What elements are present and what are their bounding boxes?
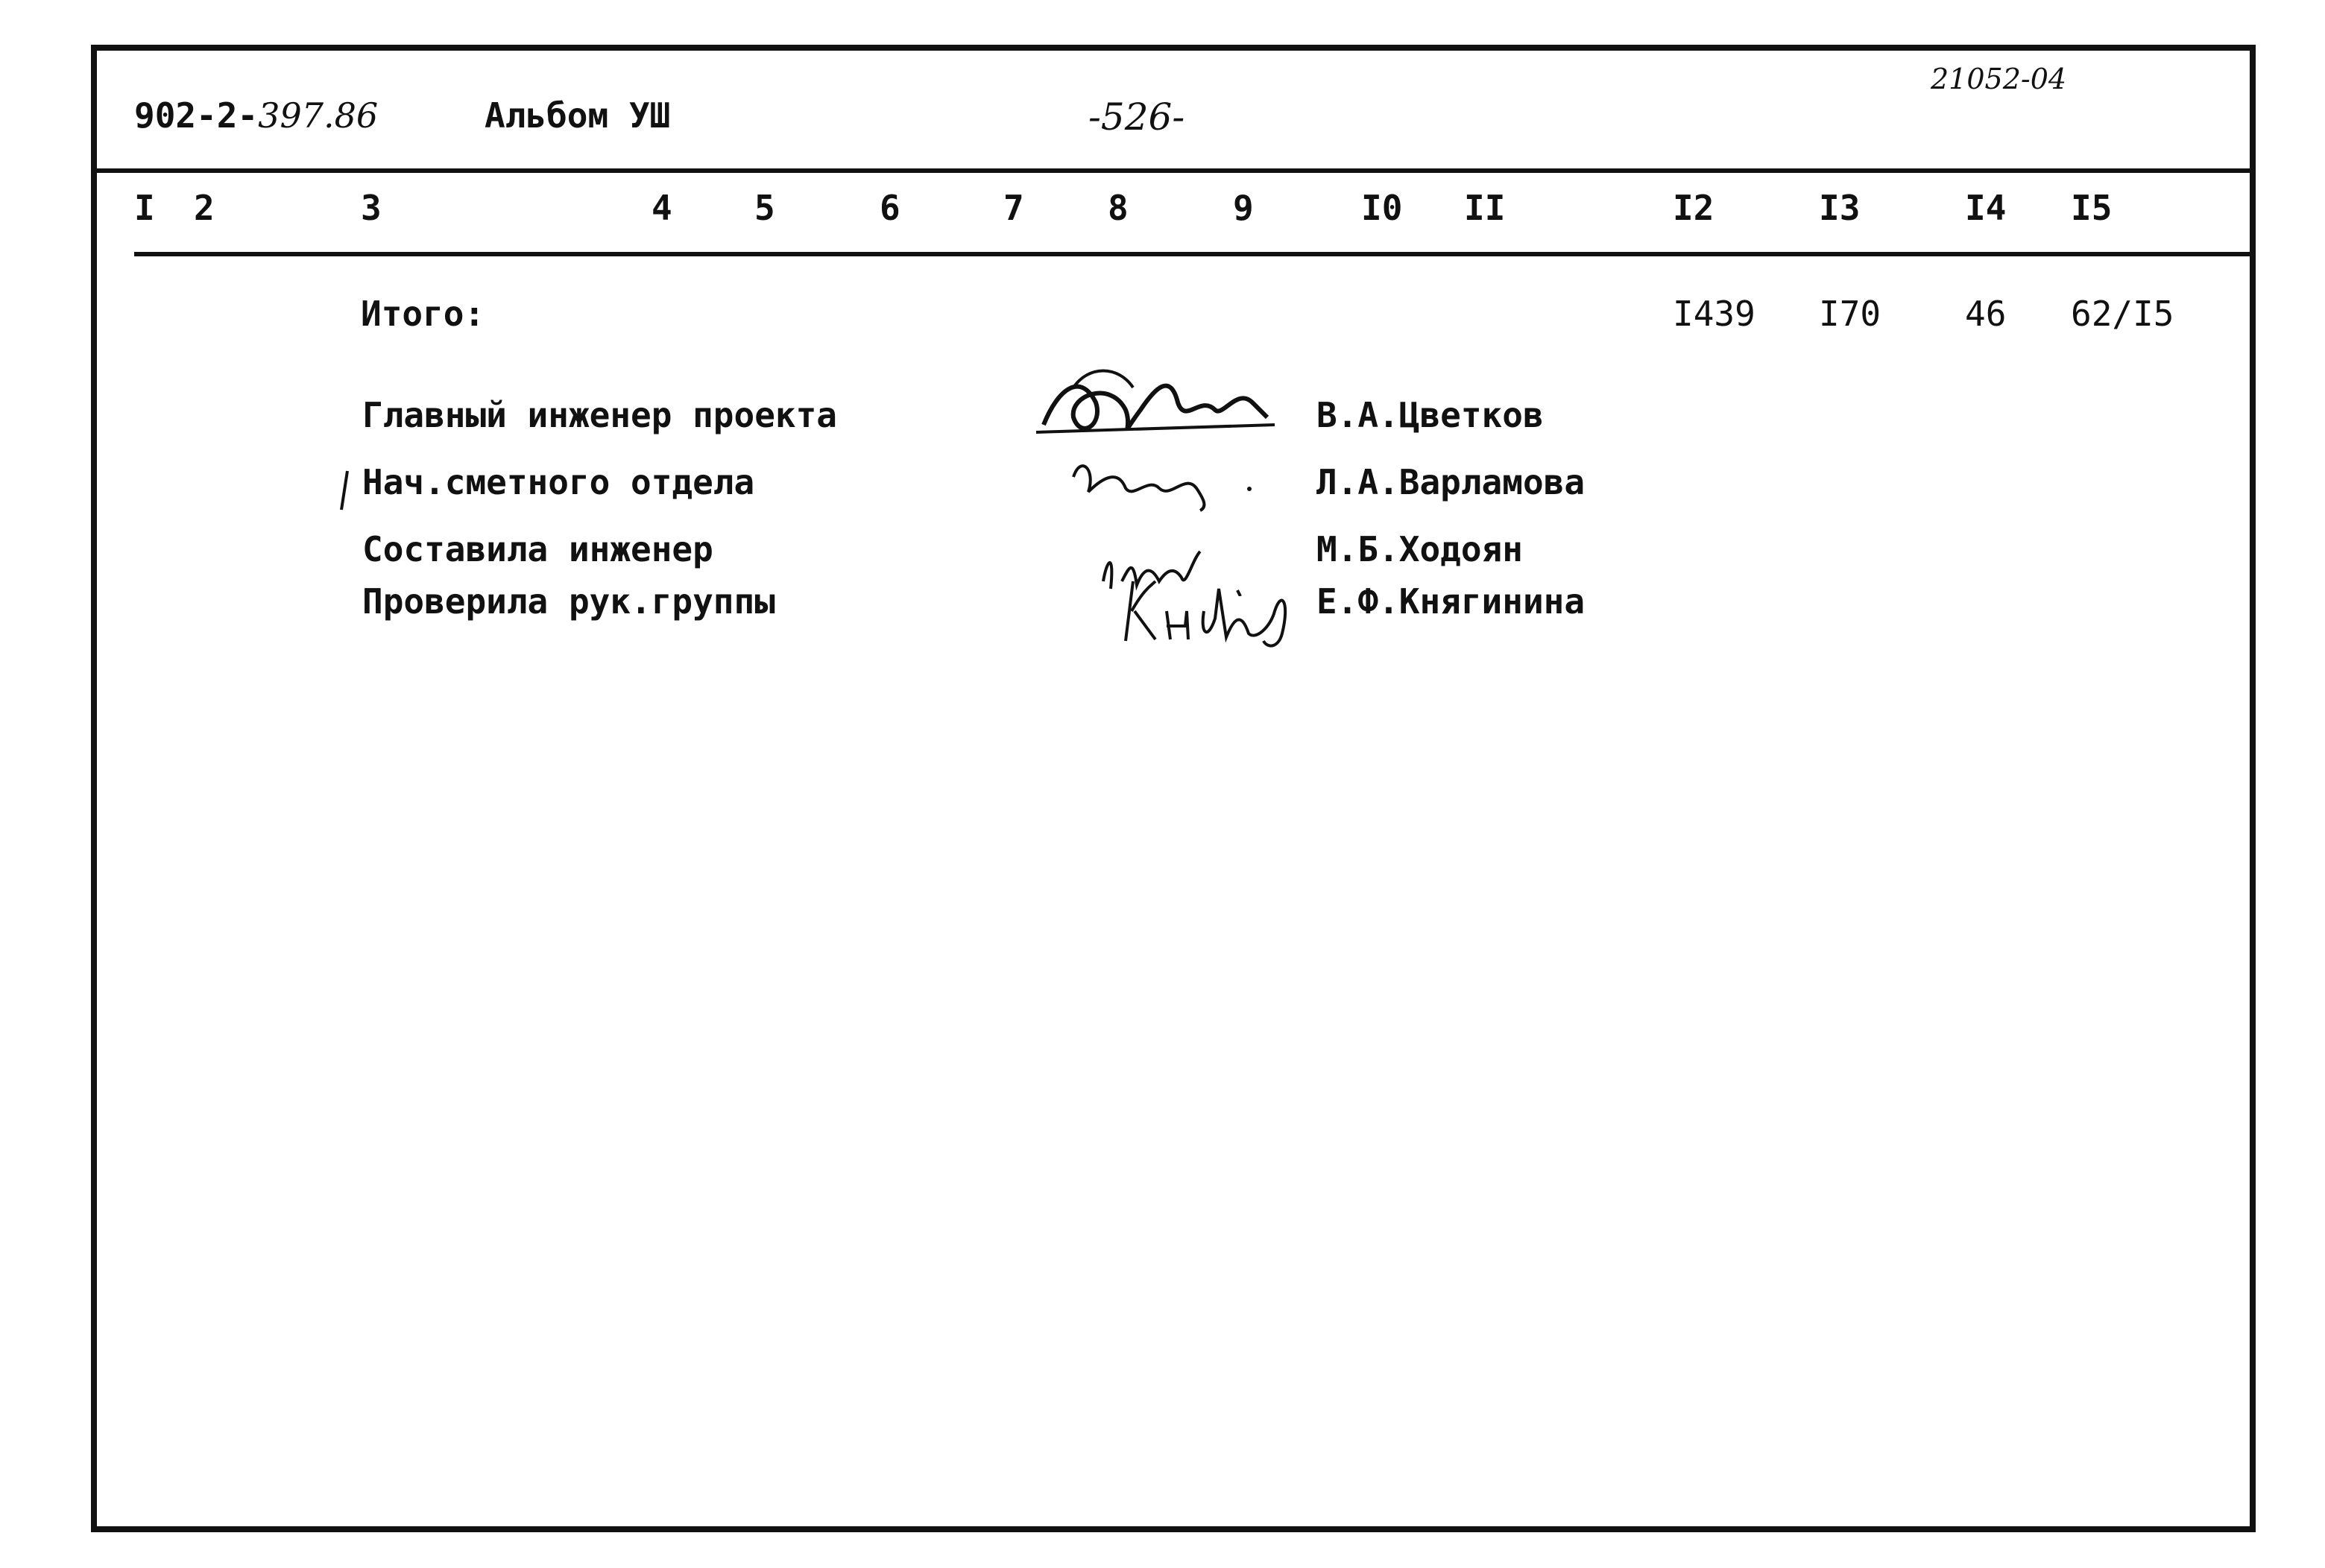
signer-position-head-estimates: Нач.сметного отдела [362, 462, 755, 502]
total-col-13: I70 [1819, 294, 1881, 334]
page-number: -526- [1088, 95, 1185, 139]
signer-name-tsvetkov: В.А.Цветков [1316, 395, 1544, 435]
col-header-13: I3 [1819, 188, 1861, 228]
col-header-8: 8 [1108, 188, 1129, 228]
col-header-14: I4 [1965, 188, 2007, 228]
col-header-9: 9 [1233, 188, 1254, 228]
col-header-4: 4 [652, 188, 672, 228]
col-header-5: 5 [754, 188, 775, 228]
col-header-10: I0 [1361, 188, 1403, 228]
signature-tsvetkov [1029, 358, 1282, 455]
signer-position-compiler: Составила инженер [362, 529, 713, 569]
signature-varlamova [1059, 447, 1267, 514]
col-header-12: I2 [1673, 188, 1714, 228]
total-col-12: I439 [1673, 294, 1755, 334]
signer-name-varlamova: Л.А.Варламова [1316, 462, 1586, 502]
total-col-15: 62/I5 [2071, 294, 2174, 334]
doc-code [134, 95, 378, 136]
header-rule-top [91, 168, 2256, 173]
signature-knyaginina [1111, 559, 1319, 648]
doc-code-handwritten: 397.86 [258, 95, 379, 136]
signer-name-knyaginina: Е.Ф.Княгинина [1316, 581, 1586, 622]
margin-mark [337, 468, 352, 513]
signer-name-khodoyan: М.Б.Ходоян [1316, 529, 1523, 569]
total-col-14: 46 [1965, 294, 2007, 334]
col-header-1: I [134, 188, 155, 228]
col-header-15: I5 [2071, 188, 2113, 228]
col-header-3: 3 [361, 188, 382, 228]
signer-position-checker: Проверила рук.группы [362, 581, 775, 622]
page-frame [91, 45, 2256, 1532]
col-header-2: 2 [194, 188, 215, 228]
col-header-11: II [1464, 188, 1506, 228]
col-header-7: 7 [1003, 188, 1024, 228]
header-rule-bottom [134, 252, 2256, 256]
album-title: Альбом УШ [485, 95, 671, 136]
totals-label: Итого: [361, 294, 485, 334]
signer-position-chief-engineer: Главный инженер проекта [362, 395, 837, 435]
col-header-6: 6 [880, 188, 900, 228]
doc-code-printed: 902-2- [134, 95, 259, 136]
archive-number: 21052-04 [1931, 63, 2067, 95]
